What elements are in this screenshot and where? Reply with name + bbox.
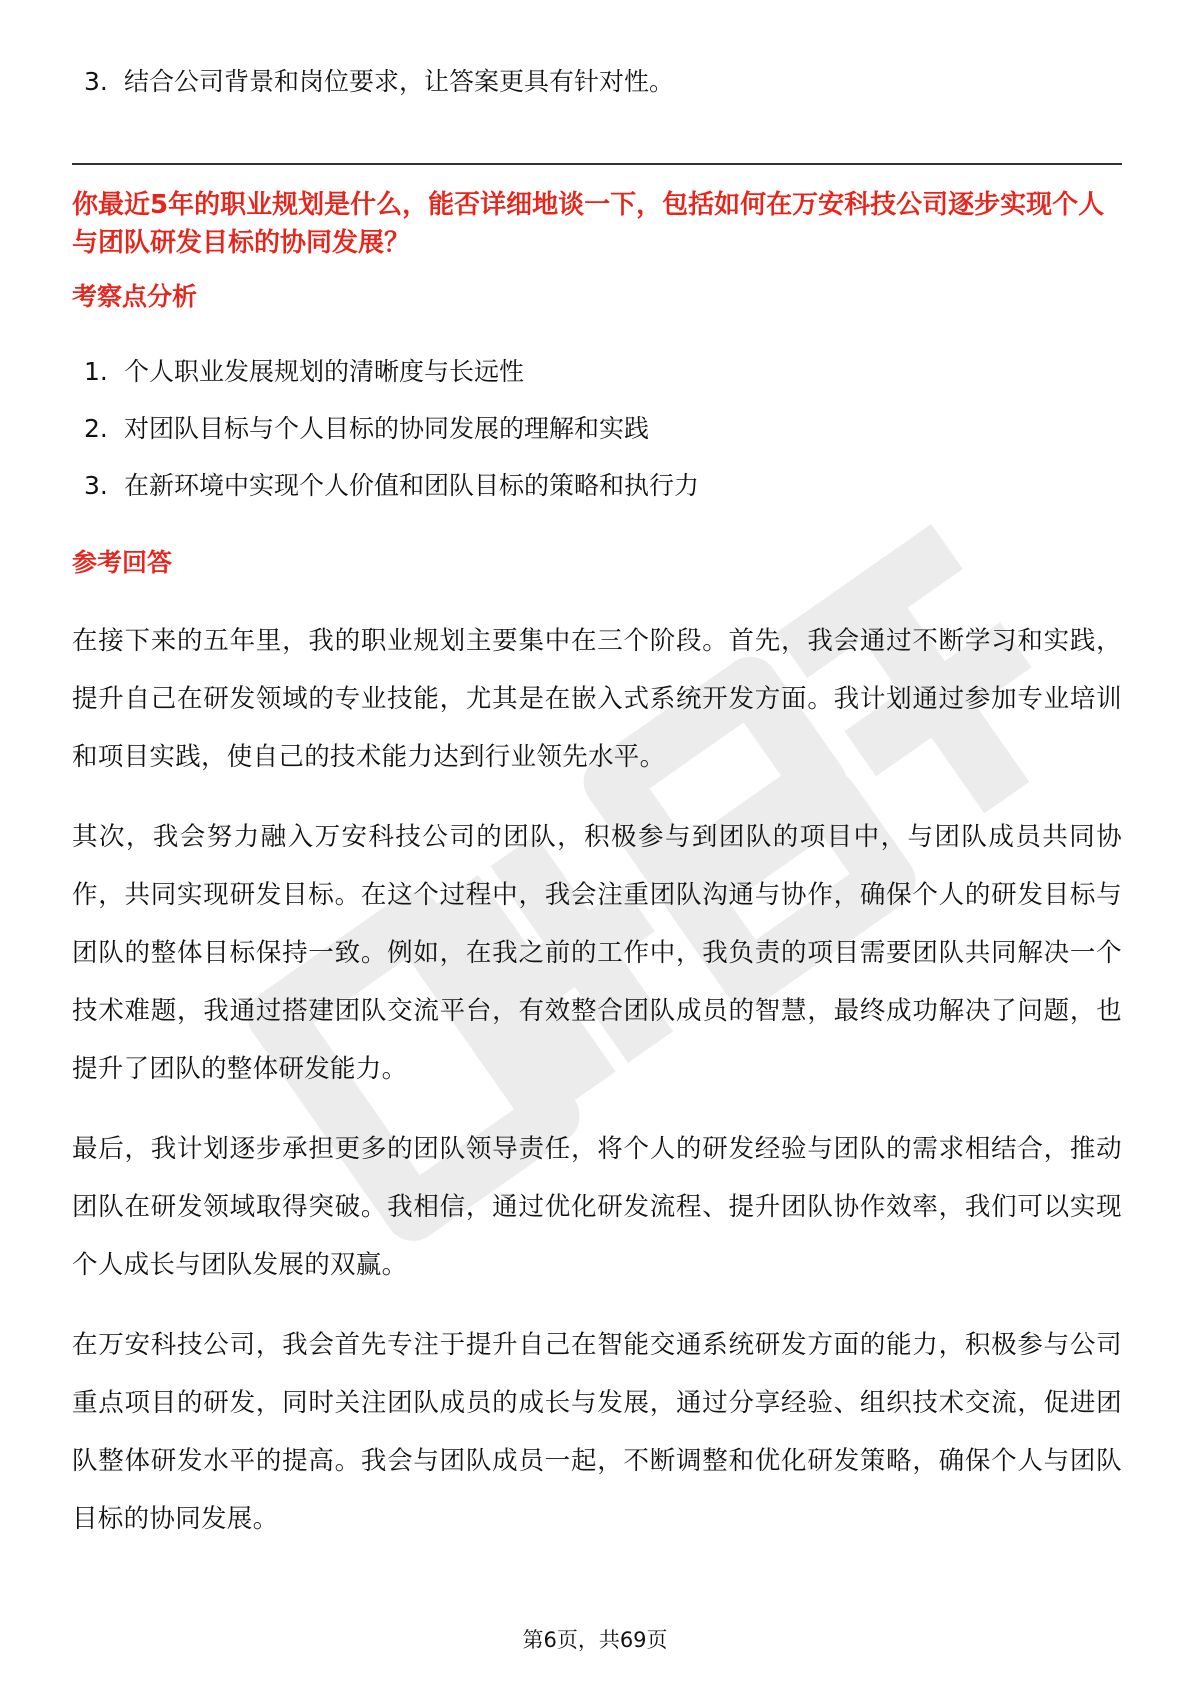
list-number: 2. — [84, 414, 108, 443]
list-item — [72, 355, 699, 389]
page-number: 第6页，共69页 — [522, 1628, 668, 1652]
interview-question: 你最近5年的职业规划是什么，能否详细地谈一下，包括如何在万安科技公司逐步实现个人与团队研发目标的协同发展？ — [72, 190, 1105, 258]
answer-paragraph: 在万安科技公司，我会首先专注于提升自己在智能交通系统研发方面的能力，积极参与公司重点项目的研发，同时关注团队成员的成长与发展，通过分享经验、组织技术交流，促进团队整体研发水平的提高。我会与团队成员一起，不断调整和优化研发策略，确保个人与团队目标的协同发展。 — [72, 1330, 1122, 1534]
analysis-points-list — [72, 355, 699, 526]
list-item — [72, 412, 699, 446]
list-text: 个人职业发展规划的清晰度与长远性 — [124, 357, 525, 386]
list-text: 对团队目标与个人目标的协同发展的理解和实践 — [124, 414, 650, 443]
previous-answer-tips-list — [72, 65, 674, 99]
list-number: 3. — [84, 67, 108, 96]
list-text: 在新环境中实现个人价值和团队目标的策略和执行力 — [124, 471, 700, 500]
answer-paragraph: 最后，我计划逐步承担更多的团队领导责任，将个人的研发经验与团队的需求相结合，推动团队在研发领域取得突破。我相信，通过优化研发流程、提升团队协作效率，我们可以实现个人成长与团队发展的双赢。 — [72, 1134, 1122, 1280]
answer-paragraph: 其次，我会努力融入万安科技公司的团队，积极参与到团队的项目中，与团队成员共同协作，共同实现研发目标。在这个过程中，我会注重团队沟通与协作，确保个人的研发目标与团队的整体目标保持一致。例如，在我之前的工作中，我负责的项目需要团队共同解决一个技术难题，我通过搭建团队交流平台，有效整合团队成员的智慧，最终成功解决了问题，也提升了团队的整体研发能力。 — [72, 822, 1122, 1084]
list-number: 3. — [84, 471, 108, 500]
analysis-heading: 考察点分析 — [72, 282, 198, 311]
list-item — [72, 65, 674, 99]
list-item — [72, 469, 699, 503]
list-text: 结合公司背景和岗位要求，让答案更具有针对性。 — [124, 67, 675, 96]
section-divider — [72, 163, 1122, 165]
list-number: 1. — [84, 357, 108, 386]
answer-paragraph: 在接下来的五年里，我的职业规划主要集中在三个阶段。首先，我会通过不断学习和实践，提升自己在研发领域的专业技能，尤其是在嵌入式系统开发方面。我计划通过参加专业培训和项目实践，使自己的技术能力达到行业领先水平。 — [72, 626, 1122, 772]
answer-heading: 参考回答 — [72, 548, 173, 577]
